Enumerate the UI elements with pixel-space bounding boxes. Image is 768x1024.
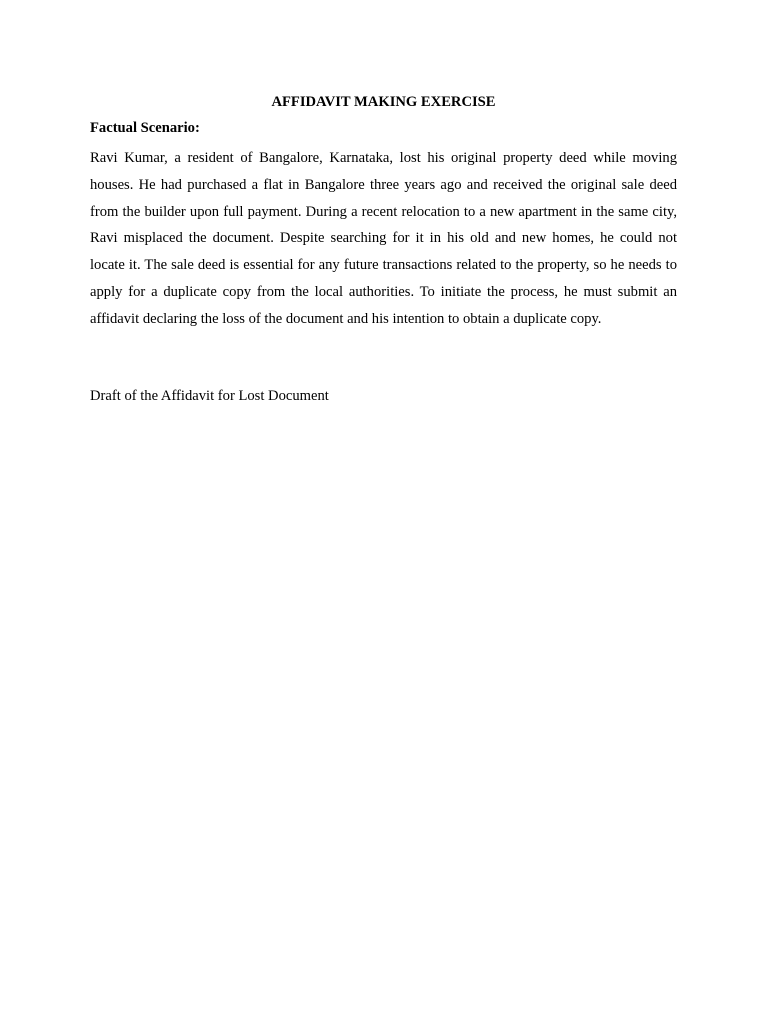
scenario-paragraph: Ravi Kumar, a resident of Bangalore, Karnataka, lost his original property deed while moving houses. He had purchased a flat in Bangalore three years ago and received the original sale deed from the builder upon full payment. During a recent relocation to a new apartment in the same city, Ravi misplaced the document. Despite searching for it in his old and new homes, he could not locate it. The sale deed is essential for any future transactions related to the property, so he needs to apply for a duplicate copy from the local authorities. To initiate the process, he must submit an affidavit declaring the loss of the document and his intention to obtain a duplicate copy. [90, 150, 677, 327]
document-title: AFFIDAVIT MAKING EXERCISE [271, 94, 496, 110]
draft-heading: Draft of the Affidavit for Lost Document [90, 388, 329, 404]
scenario-heading: Factual Scenario: [90, 120, 200, 136]
